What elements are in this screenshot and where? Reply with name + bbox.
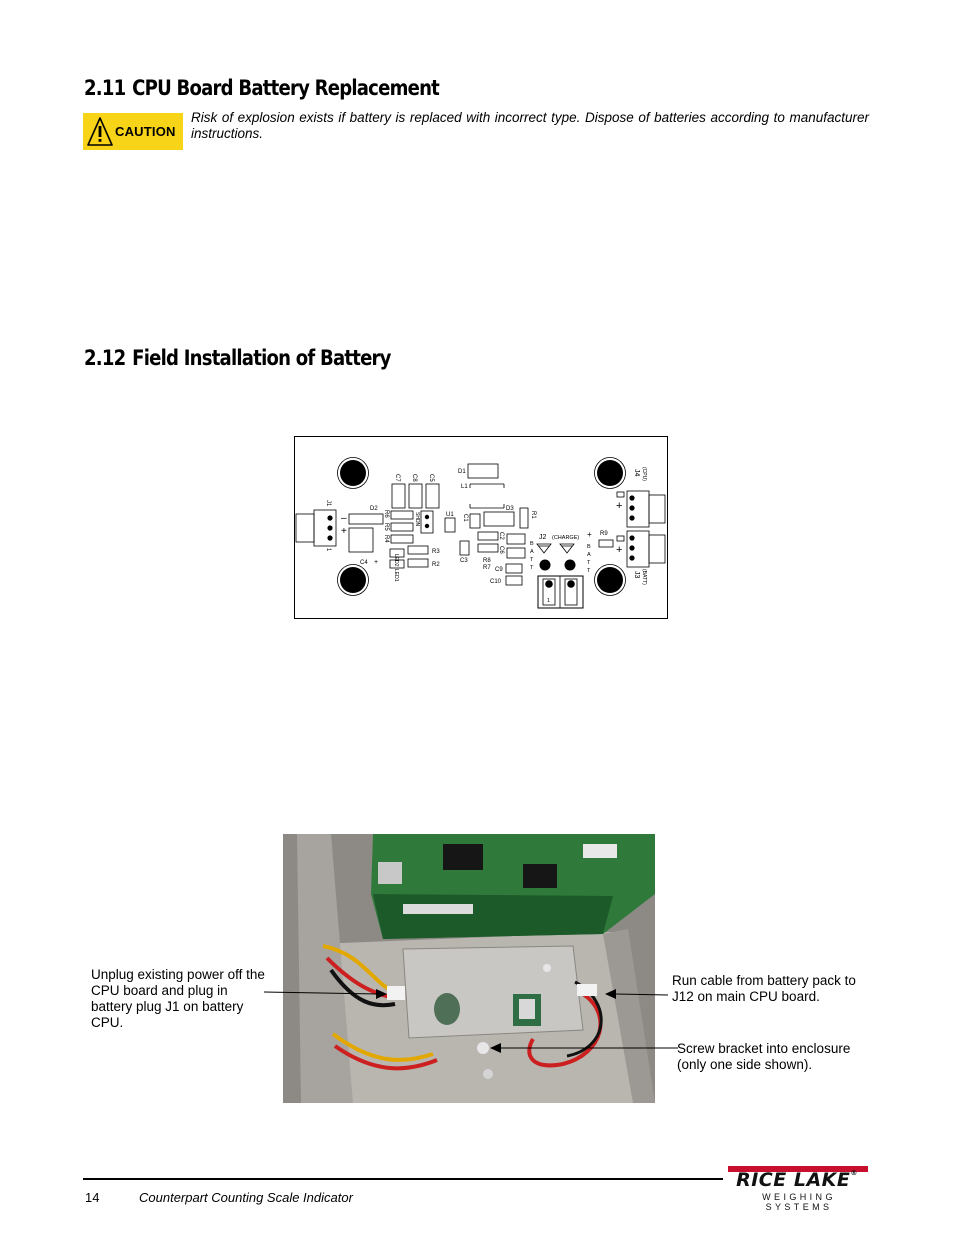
label-j2: J2 bbox=[539, 534, 547, 541]
label-batt: (BATT) bbox=[641, 569, 647, 585]
label-c7: C7 bbox=[394, 474, 400, 482]
label-r9: R9 bbox=[600, 531, 608, 537]
section-number: 2.12 bbox=[84, 346, 126, 370]
label-j2-plus: + bbox=[587, 530, 592, 539]
label-j4: J4 bbox=[633, 469, 640, 477]
label-r2: R2 bbox=[432, 562, 440, 568]
label-c4-plus: + bbox=[374, 559, 379, 566]
label-r5: R5 bbox=[383, 523, 389, 531]
label-shdn: SHDN bbox=[414, 512, 420, 527]
label-r4: R4 bbox=[383, 535, 389, 543]
label-cpu: (CPU) bbox=[641, 467, 647, 481]
logo-subtitle: WEIGHING SYSTEMS bbox=[762, 1192, 836, 1212]
label-c10: C10 bbox=[490, 579, 502, 585]
label-batt-left-1: B bbox=[530, 541, 534, 547]
logo-name: RICE LAKE® bbox=[736, 1169, 858, 1191]
rice-lake-logo bbox=[728, 1166, 868, 1212]
label-c6: C6 bbox=[498, 546, 504, 554]
callout-unplug-power: Unplug existing power off the CPU board and plug in battery plug J1 on battery CPU. bbox=[91, 967, 265, 1030]
label-c8: C8 bbox=[411, 474, 417, 482]
label-batt-right-1: B bbox=[587, 544, 591, 550]
label-charge: (CHARGE) bbox=[552, 535, 580, 541]
label-d1: D1 bbox=[458, 469, 466, 475]
label-r8: R8 bbox=[483, 558, 491, 564]
caution-label: CAUTION bbox=[115, 124, 176, 139]
footer-rule bbox=[83, 1178, 723, 1180]
label-r3: R3 bbox=[432, 549, 440, 555]
label-r1: R1 bbox=[530, 511, 536, 519]
label-j4-plus: + bbox=[616, 500, 623, 512]
label-c3: C3 bbox=[460, 558, 468, 564]
label-l1: L1 bbox=[461, 484, 468, 490]
label-batt-right-4: T bbox=[587, 568, 591, 574]
label-led2: LED2 bbox=[393, 554, 399, 567]
callout-screw-bracket: Screw bracket into enclosure (only one side shown). bbox=[677, 1041, 851, 1072]
label-u1: U1 bbox=[446, 512, 454, 518]
label-batt-left-3: T bbox=[530, 557, 534, 563]
label-batt-left-2: A bbox=[530, 549, 534, 555]
callout-run-cable: Run cable from battery pack to J12 on main CPU board. bbox=[672, 973, 856, 1004]
label-batt-right-3: T bbox=[587, 560, 591, 566]
document-title: Counterpart Counting Scale Indicator bbox=[139, 1190, 353, 1205]
label-c1: C1 bbox=[462, 514, 468, 522]
label-c5: C5 bbox=[428, 474, 434, 482]
label-r6: R6 bbox=[383, 510, 389, 518]
label-c9: C9 bbox=[495, 567, 503, 573]
page-number: 14 bbox=[85, 1190, 100, 1205]
label-plus: + bbox=[341, 526, 347, 537]
label-c4: C4 bbox=[360, 560, 368, 566]
section-title: CPU Board Battery Replacement bbox=[132, 76, 440, 100]
label-d3: D3 bbox=[506, 506, 514, 512]
label-j1-pin: 1 bbox=[325, 548, 331, 552]
label-d2: D2 bbox=[370, 506, 378, 512]
label-batt-right-2: A bbox=[587, 552, 591, 558]
section-number: 2.11 bbox=[84, 76, 126, 100]
section-title: Field Installation of Battery bbox=[132, 346, 391, 370]
label-j3: J3 bbox=[633, 571, 640, 579]
label-j2-pin: 1 bbox=[547, 598, 551, 604]
logo-registered: ® bbox=[850, 1169, 858, 1177]
label-led1: LED1 bbox=[393, 569, 399, 582]
label-r7: R7 bbox=[483, 565, 491, 571]
label-j1: J1 bbox=[325, 500, 331, 507]
label-j3-plus: + bbox=[616, 544, 623, 556]
label-c2: C2 bbox=[498, 532, 504, 540]
label-batt-left-4: T bbox=[530, 565, 534, 571]
caution-text: Risk of explosion exists if battery is replaced with incorrect type. Dispose of batteries according to manufacturer instructions. bbox=[191, 110, 869, 141]
label-minus: – bbox=[341, 513, 347, 524]
